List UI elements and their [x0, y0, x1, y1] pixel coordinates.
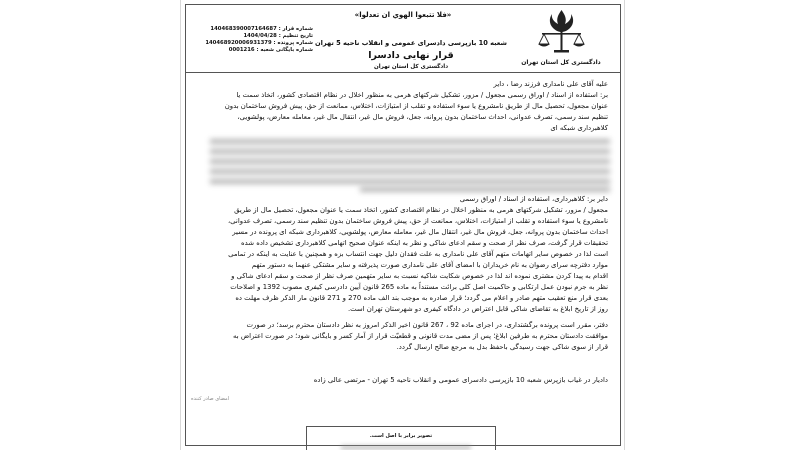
redacted-block [360, 187, 610, 192]
body-line: موارد دفترچه سرای رضوان به نام خریداران با امضای آقای علی نامداری صورت پذیرفته و سایر مشتکی عنهما به دستور متهم [251, 261, 608, 269]
body-line: روز از تاریخ ابلاغ به تقاضای شاکی قابل اعتراض در دادگاه کیفری دو شهرستان تهران است. [347, 305, 608, 313]
body-line: موافقت دادستان محترم به طرفین ابلاغ؛ پس از مضی مدت قانونی و قطعیّت قرار از آمار کسر و بایگانی شود؛ در صورت اعتراض به [233, 332, 608, 340]
body-line: قرار از سوی شاکی جهت رسیدگی باحفظ بدل به مرجع صالح ارسال گردد. [396, 343, 608, 351]
body-line: علیه آقای علی نامداری فرزند رضا ، دایر [493, 80, 608, 88]
body-line: اقدام به پیدا کردن مشتری نموده اند لذا در خصوص شکایت شاکیه نسبت به سایر متهمین صرف نظر از صحت و سقم ادعای شاکی و [231, 272, 608, 280]
meta-date: تاریخ تنظیم : 1404/04/28 [243, 33, 313, 39]
footer-certification: تصویر برابر با اصل است. [369, 433, 433, 439]
body-line: احداث ساختمان بدون پروانه، جعل، فروش مال غیر، انتقال مال غیر، معامله معارض، پولشویی، کلاهبرداری شبکه ای پرونده در مسیر [232, 228, 608, 236]
body-line: تحقیقات قرار گرفت، صرف نظر از صحت و سقم ادعای شاکی و نظر به اینکه عنوان صحیح اتهامی کلاهبرداری تشخیص داده شده [241, 239, 608, 247]
body-line: بر: استفاده از اسناد / اوراق رسمی مجعول / مزور، تشکیل شرکتهای هرمی به منظور اخلال در نظام اقتصادی کشور، اتخاذ سمت یا [236, 91, 608, 99]
meta-case-number: شماره پرونده : 140468920006931379 [205, 40, 313, 46]
header-divider [185, 72, 621, 73]
judiciary-emblem [534, 6, 589, 58]
header-verse: «فلا تتبعوا الهوي ان تعدلوا» [354, 11, 452, 19]
body-line: است لذا در خصوص سایر اتهامات متهم آقای علی نامداری به علت فقدان دلیل جهت انتساب بزه و همچنین با عنایت به اینکه در تمامی [228, 250, 608, 258]
body-line: عنوان مجعول، تحصیل مال از طریق نامشروع یا سوء استفاده و تقلب از امتیازات، اختلاس، ممانعت از حق، پیش فروش ساختمان بدون [224, 102, 608, 110]
body-line: بعدی قرار منع تعقیب متهم صادر و اعلام می گردد؛ قرار صادره به موجب بند الف ماده 270 و 271 قانون مار الذکر ظرف مهلت ده [235, 294, 608, 302]
signature-line: دادیار در غیاب بازپرس شعبه 10 بازپرسی دادسرای عمومی و انقلاب ناحیه 5 تهران - مرتضی عالی زاده [313, 376, 608, 384]
body-line: نظر به جرم نبودن عمل ارتکابی و حاکمیت اصل کلی برائت مستنداً به ماده 265 قانون آیین دادرسی کیفری مصوب 1392 و اصلاحات [230, 283, 608, 291]
body-line: مجعول / مزور، تشکیل شرکتهای هرمی به منظور اخلال در نظام اقتصادی کشور، اتخاذ سمت یا عنوان مجعول، تحصیل مال از طریق [234, 206, 608, 214]
body-line: تنظیم سند رسمی، تصرف عدوانی، احداث ساختمان بدون پروانه، جعل، فروش مال غیر، انتقال مال غیر، معامله معارض، پولشویی، [237, 113, 608, 121]
body-line: نامشروع یا سوء استفاده و تقلب از امتیازات، اختلاس، ممانعت از حق، پیش فروش ساختمان بدون تنظیم سند رسمی، تصرف عدوانی، [227, 217, 608, 225]
meta-archive-number: شماره بایگانی شعبه : 0001216 [228, 47, 313, 53]
redacted-block [210, 139, 610, 187]
emblem-caption: دادگستری کل استان تهران [521, 59, 601, 66]
document-page [180, 0, 625, 450]
branch-name: شعبه 10 بازپرسی دادسرای عمومی و انقلاب ناحیه 5 تهران [315, 39, 507, 47]
meta-decision-number: شماره قرار : 140468390007164687 [210, 26, 313, 32]
body-line: دفتر، مقرر است پرونده برگشتداری، در اجرای ماده 92 ، 267 قانون اخیر الذکر امروز به نظر دادستان محترم برسد؛ در صورت [246, 321, 608, 329]
document-title: قرار نهایی دادسرا [368, 50, 454, 61]
court-name: دادگستری کل استان تهران [373, 64, 449, 70]
redacted-block [341, 445, 471, 450]
body-line: دایر بر: کلاهبرداری، استفاده از اسناد / اوراق رسمی [459, 195, 608, 203]
issuer-signature-label: امضای صادر کننده [191, 396, 230, 402]
body-line: کلاهبرداری شبکه ای [550, 124, 608, 132]
